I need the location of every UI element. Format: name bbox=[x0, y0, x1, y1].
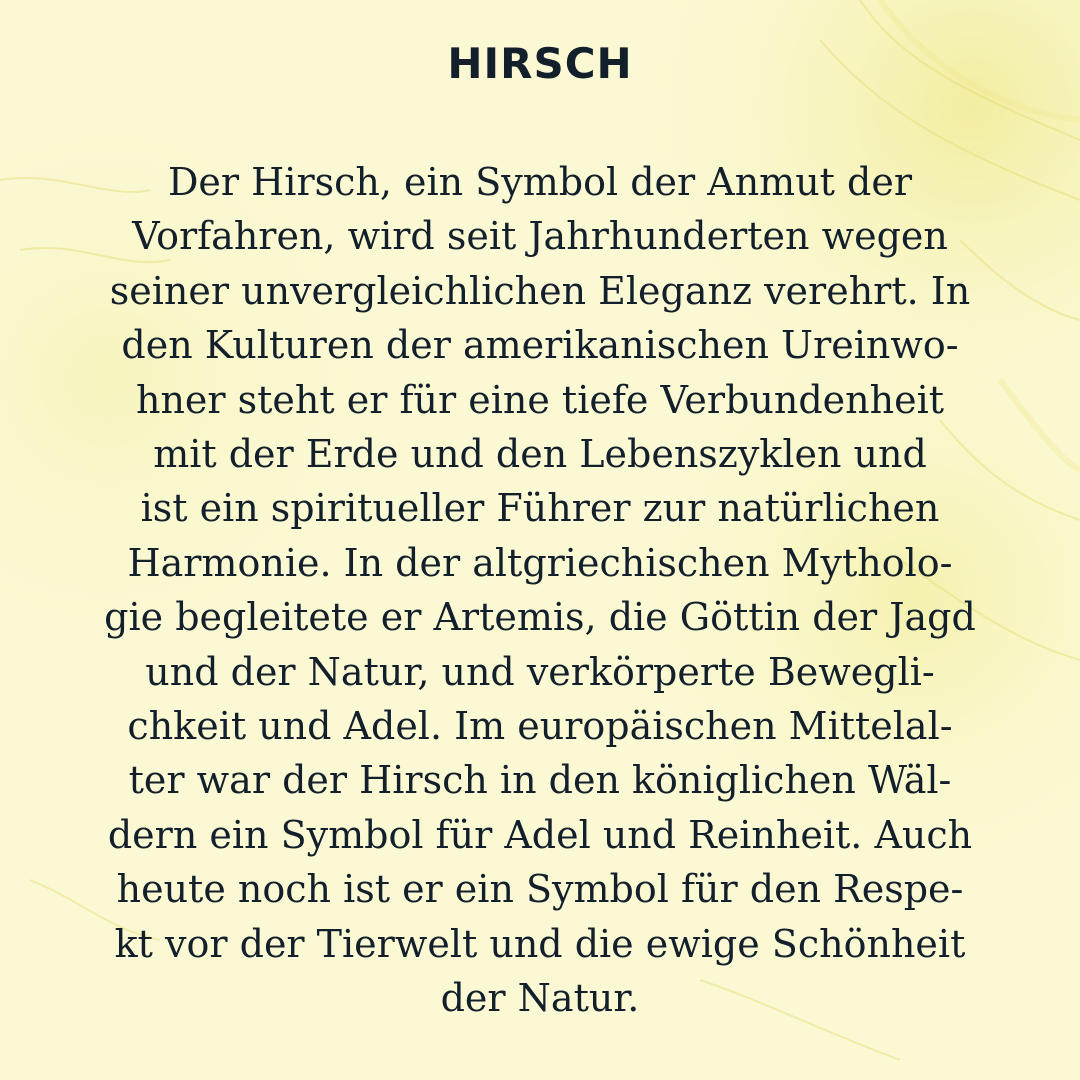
paragraph-line: Vorfahren, wird seit Jahrhunderten wegen bbox=[132, 214, 948, 259]
paragraph-line: und der Natur, und verkörperte Bewegli- bbox=[145, 649, 935, 694]
paragraph-line: den Kulturen der amerikanischen Ureinwo- bbox=[121, 323, 959, 368]
paragraph-line: chkeit und Adel. Im europäischen Mittelal- bbox=[127, 704, 953, 749]
paragraph-line: Der Hirsch, ein Symbol der Anmut der bbox=[167, 160, 913, 204]
paragraph-line: mit der Erde und den Lebenszyklen und bbox=[153, 432, 927, 477]
page-title: HIRSCH bbox=[447, 39, 633, 88]
paragraph-line: seiner unvergleichlichen Eleganz verehrt. In bbox=[109, 268, 971, 313]
paragraph-line: der Natur. bbox=[440, 976, 640, 1021]
paragraph-line: heute noch ist er ein Symbol für den Respe- bbox=[116, 867, 964, 912]
paragraph-line: hner steht er für eine tiefe Verbundenheit bbox=[135, 377, 945, 422]
paragraph-line: dern ein Symbol für Adel und Reinheit. Auch bbox=[107, 812, 973, 857]
paragraph-line: Harmonie. In der altgriechischen Mytholo- bbox=[127, 540, 953, 585]
paragraph-line: ter war der Hirsch in den königlichen Wäl- bbox=[128, 758, 952, 803]
paragraph-line: kt vor der Tierwelt und die ewige Schönheit bbox=[114, 921, 966, 966]
body-paragraph bbox=[60, 155, 1020, 1026]
paragraph-line: ist ein spiritueller Führer zur natürlichen bbox=[140, 486, 940, 531]
paragraph-line: gie begleitete er Artemis, die Göttin der Jagd bbox=[104, 595, 976, 640]
